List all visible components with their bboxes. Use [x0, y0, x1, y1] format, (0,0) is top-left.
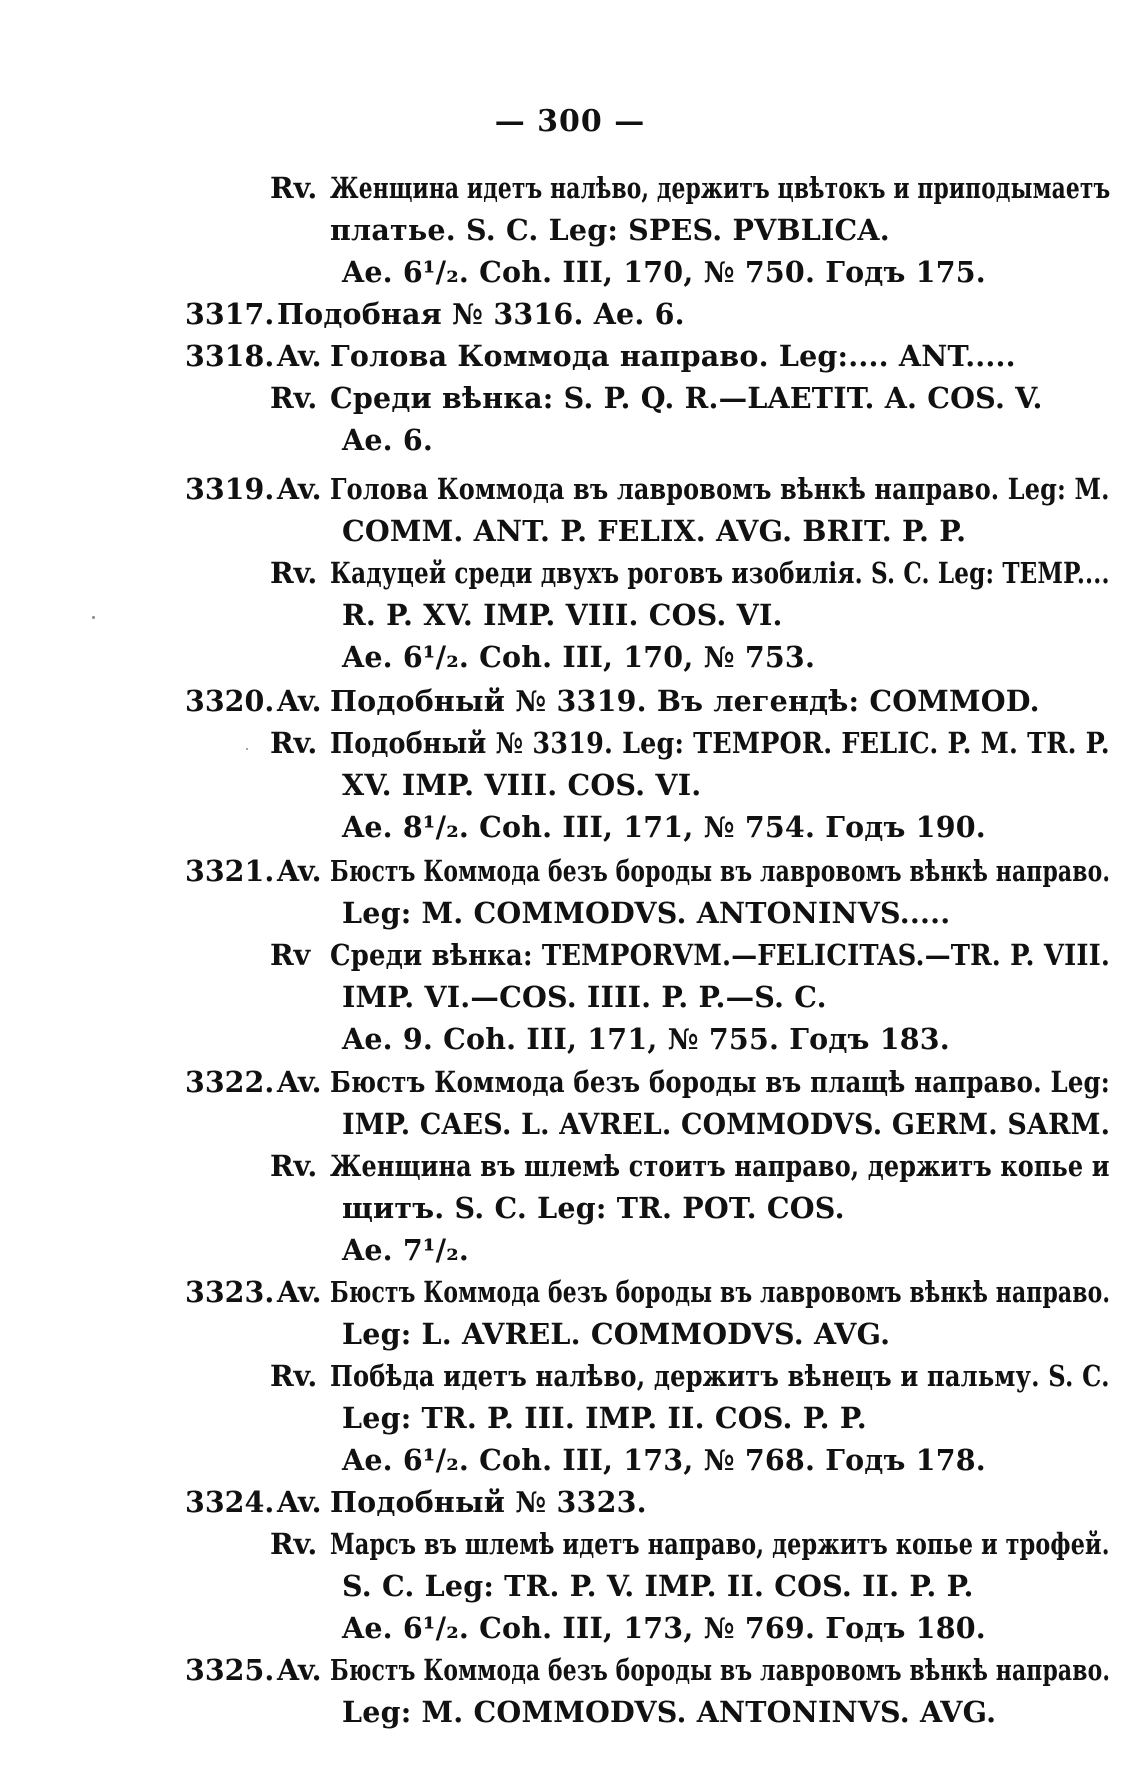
text-line: Ae. 9. Coh. III, 171, № 755. Годъ 183. — [342, 1022, 950, 1056]
text-line: Ae. 6¹/₂. Coh. III, 170, № 753. — [342, 640, 816, 674]
catalog-number: 3323. — [185, 1275, 275, 1309]
text-line: XV. IMP. VIII. COS. VI. — [342, 768, 702, 802]
obverse-label: Av. — [277, 854, 322, 888]
text-line: Leg: M. COMMODVS. ANTONINVS..... — [342, 896, 951, 930]
reverse-label: Rv — [270, 938, 311, 972]
text-line: Среди вѣнка: TEMPORVM.—FELICITAS.—TR. P. VIII. — [330, 938, 1111, 972]
text-line: Ae. 6¹/₂. Coh. III, 173, № 769. Годъ 180. — [342, 1611, 986, 1645]
text-line: Подобный № 3319. Въ легендѣ: COMMOD. — [330, 684, 1040, 718]
scan-speck — [92, 616, 95, 619]
text-line: Leg: L. AVREL. COMMODVS. AVG. — [342, 1317, 891, 1351]
text-line: COMM. ANT. P. FELIX. AVG. BRIT. P. P. — [342, 514, 967, 548]
text-line: Голова Коммода въ лавровомъ вѣнкѣ направо. Leg: M. — [330, 472, 1110, 506]
reverse-label: Rv. — [270, 1359, 318, 1393]
text-line: Побѣда идетъ налѣво, держитъ вѣнецъ и пальму. S. C. — [330, 1359, 1110, 1393]
text-line: Бюстъ Коммода безъ бороды въ лавровомъ вѣнкѣ направо. — [330, 1275, 1111, 1309]
obverse-label: Av. — [277, 472, 322, 506]
reverse-label: Rv. — [270, 381, 318, 415]
text-line: Женщина идетъ налѣво, держитъ цвѣтокъ и приподымаетъ — [330, 171, 1111, 205]
obverse-label: Av. — [277, 1275, 322, 1309]
text-line: R. P. XV. IMP. VIII. COS. VI. — [342, 598, 783, 632]
text-line: Голова Коммода направо. Leg:.... ANT..... — [330, 339, 1016, 373]
text-line: Среди вѣнка: S. P. Q. R.—LAETIT. A. COS. V. — [330, 381, 1043, 415]
catalog-number: 3325. — [185, 1653, 275, 1687]
text-line: щитъ. S. C. Leg: TR. POT. COS. — [342, 1191, 845, 1225]
text-line: Бюстъ Коммода безъ бороды въ лавровомъ вѣнкѣ направо. — [330, 1653, 1111, 1687]
text-line: Бюстъ Коммода безъ бороды въ плащѣ направо. Leg: — [330, 1065, 1111, 1099]
text-line: IMP. CAES. L. AVREL. COMMODVS. GERM. SARM. — [342, 1107, 1111, 1141]
text-line: Leg: M. COMMODVS. ANTONINVS. AVG. — [342, 1695, 997, 1729]
catalog-number: 3320. — [185, 684, 275, 718]
text-line: Ae. 7¹/₂. — [342, 1233, 470, 1267]
reverse-label: Rv. — [270, 726, 318, 760]
text-line: S. C. Leg: TR. P. V. IMP. II. COS. II. P. P. — [342, 1569, 974, 1603]
catalog-number: 3317. — [185, 297, 275, 331]
catalog-number: 3321. — [185, 854, 275, 888]
catalog-number: 3319. — [185, 472, 275, 506]
text-line: Бюстъ Коммода безъ бороды въ лавровомъ вѣнкѣ направо. — [330, 854, 1111, 888]
obverse-label: Av. — [277, 1485, 322, 1519]
obverse-label: Av. — [277, 1653, 322, 1687]
catalog-number: 3322. — [185, 1065, 275, 1099]
reverse-label: Rv. — [270, 1149, 318, 1183]
text-line: Подобный № 3319. Leg: TEMPOR. FELIC. P. M. TR. P. — [330, 726, 1110, 760]
page-number: — 300 — — [494, 104, 646, 139]
text-line: платье. S. C. Leg: SPES. PVBLICA. — [330, 213, 890, 247]
catalog-number: 3318. — [185, 339, 275, 373]
text-line: Марсъ въ шлемѣ идетъ направо, держитъ копье и трофей. — [330, 1527, 1110, 1561]
text-line: Ae. 6¹/₂. Coh. III, 173, № 768. Годъ 178. — [342, 1443, 986, 1477]
text-line: IMP. VI.—COS. IIII. P. P.—S. C. — [342, 980, 827, 1014]
obverse-label: Av. — [277, 684, 322, 718]
obverse-label: Av. — [277, 339, 322, 373]
reverse-label: Rv. — [270, 556, 318, 590]
text-line: Leg: TR. P. III. IMP. II. COS. P. P. — [342, 1401, 867, 1435]
reverse-label: Rv. — [270, 1527, 318, 1561]
obverse-label: Av. — [277, 1065, 322, 1099]
scan-speck — [246, 748, 248, 750]
text-line: Ae. 6. — [342, 423, 434, 457]
text-line: Ae. 6¹/₂. Coh. III, 170, № 750. Годъ 175. — [342, 255, 986, 289]
text-line: Женщина въ шлемѣ стоитъ направо, держитъ копье и — [330, 1149, 1110, 1183]
text-line: Ae. 8¹/₂. Coh. III, 171, № 754. Годъ 190. — [342, 810, 986, 844]
catalog-number: 3324. — [185, 1485, 275, 1519]
text-line: Кадуцей среди двухъ роговъ изобилія. S. C. Leg: TEMP.... — [330, 556, 1110, 590]
text-line: Подобный № 3323. — [330, 1485, 647, 1519]
reverse-label: Rv. — [270, 171, 318, 205]
text-line: Подобная № 3316. Ae. 6. — [277, 297, 685, 331]
